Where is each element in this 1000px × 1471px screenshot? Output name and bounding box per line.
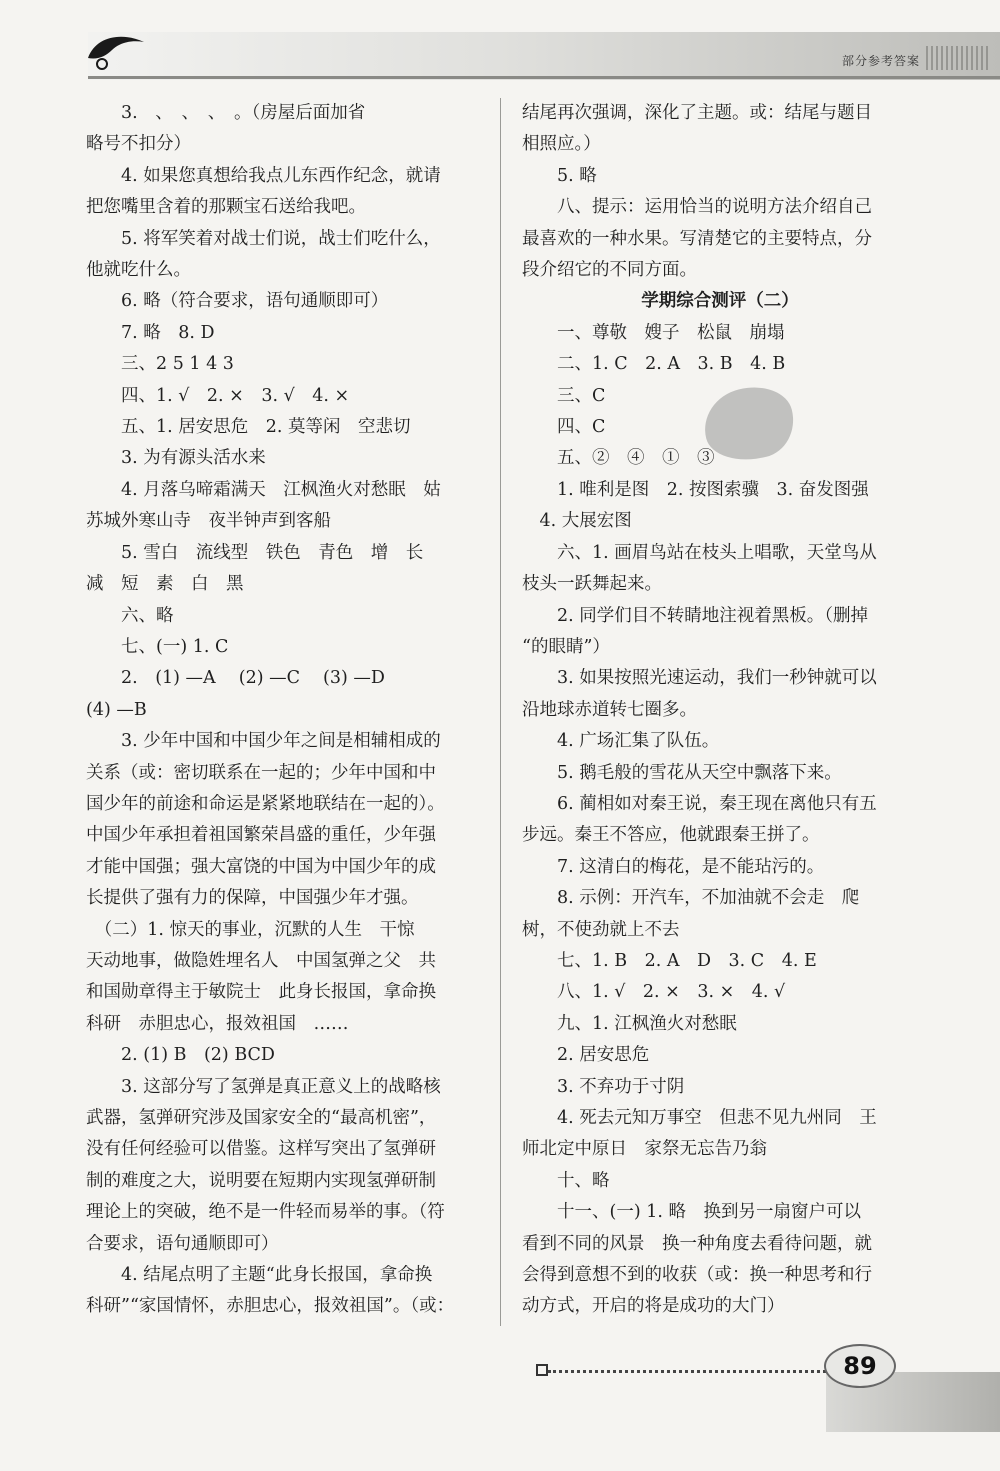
answer-line: 四、1. √ 2. × 3. √ 4. ×	[86, 385, 350, 406]
answer-line: 1. 唯利是图 2. 按图索骥 3. 奋发图强	[522, 479, 869, 500]
left-column	[86, 98, 482, 1323]
footer-square-icon	[536, 1364, 548, 1376]
answer-line: 没有任何经验可以借鉴。这样写突出了氢弹研	[86, 1139, 436, 1160]
answer-line: 4. 结尾点明了主题“此身长报国，拿命换	[86, 1265, 433, 1286]
answer-line: 苏城外寒山寺 夜半钟声到客船	[86, 511, 331, 532]
answer-line: 3. 为有源头活水来	[86, 448, 266, 469]
answer-line: 5. 鹅毛般的雪花从天空中飘落下来。	[522, 762, 842, 783]
answer-line: 7. 略 8. D	[86, 322, 215, 343]
answer-line: 4. 死去元知万事空 但悲不见九州同 王	[522, 1108, 877, 1128]
bird-logo-icon	[82, 28, 154, 72]
answer-line: 把您嘴里含着的那颗宝石送给我吧。	[86, 197, 366, 218]
answer-line: 八、1. √ 2. × 3. × 4. √	[522, 982, 786, 1003]
answer-line: 5. 雪白 流线型 铁色 青色 增 长	[86, 542, 424, 563]
answer-line: 3. 这部分写了氢弹是真正意义上的战略核	[86, 1076, 441, 1097]
answer-line: 六、略	[86, 605, 174, 626]
answer-line: 枝头一跃舞起来。	[522, 574, 662, 595]
answer-line: 国少年的前途和命运是紧紧地联结在一起的）。	[86, 793, 445, 814]
answer-line: 长提供了强有力的保障，中国强少年才强。	[86, 888, 419, 909]
answer-line: 制的难度之大，说明要在短期内实现氢弹研制	[86, 1170, 436, 1191]
answer-line: 7. 这清白的梅花，是不能玷污的。	[522, 856, 825, 877]
answer-line: 2. (1) —A (2) —C (3) —D	[86, 668, 385, 689]
right-column	[522, 98, 918, 1323]
answer-line: 2. 同学们目不转睛地注视着黑板。（删掉	[522, 605, 869, 626]
section-heading: 学期综合测评（二）	[641, 291, 799, 312]
answer-line: 五、② ④ ① ③	[522, 448, 715, 469]
answer-line: 动方式，开启的将是成功的大门）	[522, 1296, 785, 1317]
answer-line: 师北定中原日 家祭无忘告乃翁	[522, 1139, 767, 1160]
answer-line: 4. 月落乌啼霜满天 江枫渔火对愁眠 姑	[86, 479, 441, 500]
answer-line: 合要求，语句通顺即可）	[86, 1233, 279, 1254]
answer-line: 2. 居安思危	[522, 1045, 650, 1066]
answer-line: 5. 略	[522, 165, 597, 186]
answer-line: 减 短 素 白 黑	[86, 574, 244, 595]
answer-line: 3. 少年中国和中国少年之间是相辅相成的	[86, 731, 441, 752]
answer-line: 4. 大展宏图	[522, 511, 632, 532]
answer-line: 关系（或：密切联系在一起的；少年中国和中	[86, 762, 436, 783]
answer-line: 4. 如果您真想给我点儿东西作纪念，就请	[86, 165, 441, 186]
answer-line: 树，不使劲就上不去	[522, 919, 680, 940]
answer-line: 会得到意想不到的收获（或：换一种思考和行	[522, 1265, 872, 1286]
answer-line: (4) —B	[86, 699, 147, 720]
answer-line: 6. 略（符合要求，语句通顺即可）	[86, 291, 389, 312]
answer-line: 才能中国强；强大富饶的中国为中国少年的成	[86, 856, 436, 877]
answer-line: 和国勋章得主于敏院士 此身长报国，拿命换	[86, 982, 436, 1003]
answer-line: 二、1. C 2. A 3. B 4. B	[522, 354, 786, 375]
answer-line: 最喜欢的一种水果。写清楚它的主要特点，分	[522, 228, 872, 249]
answer-line: 步远。秦王不答应，他就跟秦王拼了。	[522, 825, 820, 846]
answer-line: 6. 蔺相如对秦王说，秦王现在离他只有五	[522, 793, 877, 814]
answer-line: 理论上的突破，绝不是一件轻而易举的事。（符	[86, 1202, 445, 1223]
answer-line: 8. 示例：开汽车，不加油就不会走 爬	[522, 888, 860, 909]
header-tick-decoration	[926, 46, 990, 70]
footer-dotted-rule	[548, 1370, 826, 1373]
answer-line: 5. 将军笑着对战士们说，战士们吃什么，	[86, 228, 441, 249]
answer-line: 六、1. 画眉鸟站在枝头上唱歌，天堂鸟从	[522, 542, 877, 563]
page-number: 89	[824, 1344, 896, 1388]
answer-line: 中国少年承担着祖国繁荣昌盛的重任，少年强	[86, 825, 436, 846]
answer-line: 结尾再次强调，深化了主题。或：结尾与题目	[522, 103, 872, 123]
answer-line: 四、C	[522, 417, 606, 438]
answer-line: 武器，氢弹研究涉及国家安全的“最高机密”，	[86, 1108, 437, 1128]
answer-line: 看到不同的风景 换一种角度去看待问题，就	[522, 1233, 872, 1254]
header-rule	[88, 76, 1000, 79]
answer-line: 天动地事，做隐姓埋名人 中国氢弹之父 共	[86, 950, 436, 971]
answer-line: 2. (1) B (2) BCD	[86, 1045, 275, 1066]
answer-line: 七、1. B 2. A D 3. C 4. E	[522, 950, 817, 971]
answer-line: 他就吃什么。	[86, 260, 191, 281]
answer-line: （二）1. 惊天的事业，沉默的人生 干惊	[86, 919, 415, 940]
answer-line: 八、提示：运用恰当的说明方法介绍自己	[522, 197, 872, 218]
answer-line: 段介绍它的不同方面。	[522, 260, 697, 281]
column-divider	[500, 98, 501, 1326]
answer-line: 十一、(一) 1. 略 换到另一扇窗户可以	[522, 1202, 861, 1223]
answer-line: “的眼睛”）	[522, 636, 610, 657]
answer-line: 3. 、 、 、 。（房屋后面加省	[86, 103, 366, 123]
answer-line: 十、略	[522, 1170, 610, 1191]
answer-line: 三、2 5 1 4 3	[86, 354, 234, 375]
answer-line: 三、C	[522, 385, 606, 406]
answer-line: 七、(一) 1. C	[86, 636, 229, 657]
answer-line: 3. 如果按照光速运动，我们一秒钟就可以	[522, 668, 877, 689]
answer-line: 一、尊敬 嫂子 松鼠 崩塌	[522, 322, 785, 343]
answer-line: 九、1. 江枫渔火对愁眠	[522, 1013, 737, 1034]
answer-line: 4. 广场汇集了队伍。	[522, 731, 720, 752]
answer-line: 略号不扣分）	[86, 134, 191, 155]
answer-line: 相照应。）	[522, 134, 601, 155]
answer-line: 五、1. 居安思危 2. 莫等闲 空悲切	[86, 417, 411, 438]
answer-line: 科研 赤胆忠心，报效祖国 ……	[86, 1013, 349, 1034]
header-section-label: 部分参考答案	[841, 54, 920, 68]
answer-line: 沿地球赤道转七圈多。	[522, 699, 697, 720]
answer-line: 科研”“家国情怀，赤胆忠心，报效祖国”。（或：	[86, 1296, 455, 1317]
answer-line: 3. 不弃功于寸阴	[522, 1076, 685, 1097]
